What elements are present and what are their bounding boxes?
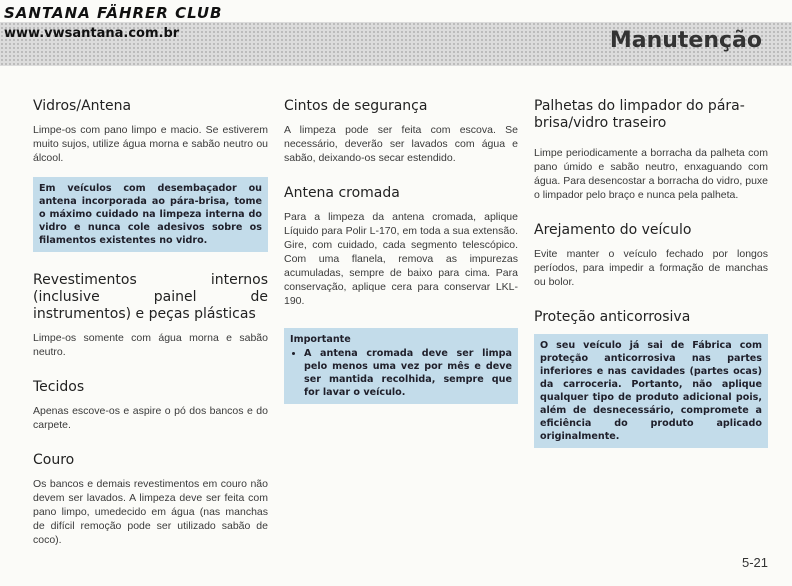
revestimentos-text: Limpe-os somente com água morna e sabão neutro.: [33, 332, 268, 358]
cintos-heading: Cintos de segurança: [284, 98, 428, 114]
antena-text: Para a limpeza da antena cromada, aplique Líquido para Polir L-170, em toda a sua extensão. Gire, com cuidado, cada segmento telescópico. Com uma flanela, remova as impurezas acumuladas, sempre de baixo para cima. Para conservação, aplique cera para conservar LKL-190.: [284, 211, 518, 307]
importante-title: Importante: [290, 334, 351, 345]
column-1: [33, 98, 268, 547]
vidros-note: Em veículos com desembaçador ou antena incorporada ao pára-brisa, tome o máximo cuidado na limpeza interna do vidro e nunca cole adesivos sobre os filamentos existentes no vidro.: [33, 177, 268, 252]
arejamento-text: Evite manter o veículo fechado por longos períodos, para impedir a formação de manchas ou bolor.: [534, 248, 768, 288]
revestimentos-heading: Revestimentos internos (inclusive painel de instrumentos) e peças plásticas: [33, 272, 268, 322]
importante-note: [284, 328, 518, 404]
palhetas-text: Limpe periodicamente a borracha da palheta com pano úmido e sabão neutro, enxaguando com água. Para desencostar a borracha do vidro, puxe o limpador pelo braço e nunca pela palheta.: [534, 147, 768, 201]
protecao-note: O seu veículo já sai de Fábrica com proteção anticorrosiva nas partes inferiores e nas cavidades (partes ocas) da carroceria. Portanto, não aplique qualquer tipo de produto adicional pois, além de desnecessário, compromete a eficiência do produto aplicado originalmente.: [534, 334, 768, 448]
vidros-heading: Vidros/Antena: [33, 98, 132, 114]
column-2: [284, 98, 518, 404]
column-3: [534, 98, 768, 448]
antena-heading: Antena cromada: [284, 185, 400, 201]
tecidos-text: Apenas escove-os e aspire o pó dos bancos e do carpete.: [33, 405, 268, 431]
tecidos-heading: Tecidos: [33, 379, 85, 395]
arejamento-heading: Arejamento do veículo: [534, 222, 692, 238]
vidros-text: Limpe-os com pano limpo e macio. Se estiverem muito sujos, utilize água morna e sabão neutro ou álcool.: [33, 124, 268, 164]
palhetas-heading: Palhetas do limpador do pára-brisa/vidro traseiro: [534, 98, 745, 131]
site-url: www.vwsantana.com.br: [4, 26, 180, 41]
page-number: 5-21: [741, 555, 768, 570]
cintos-text: A limpeza pode ser feita com escova. Se necessário, deverão ser lavados com água e sabão, deixando-os secar estendido.: [284, 124, 518, 164]
importante-text: • A antena cromada deve ser limpa pelo menos uma vez por mês e deve ser mantida recolhida, sempre que for lavar o veículo.: [304, 347, 512, 399]
couro-heading: Couro: [33, 452, 75, 468]
club-logo-text: SANTANA FÄHRER CLUB: [4, 4, 223, 22]
page-title: Manutenção: [609, 28, 762, 53]
couro-text: Os bancos e demais revestimentos em couro não devem ser lavados. A limpeza deve ser feita com pano limpo, umedecido em água (nas manchas de difícil remoção pode ser utilizado sabão de coco).: [33, 478, 268, 546]
protecao-heading: Proteção anticorrosiva: [534, 309, 691, 325]
